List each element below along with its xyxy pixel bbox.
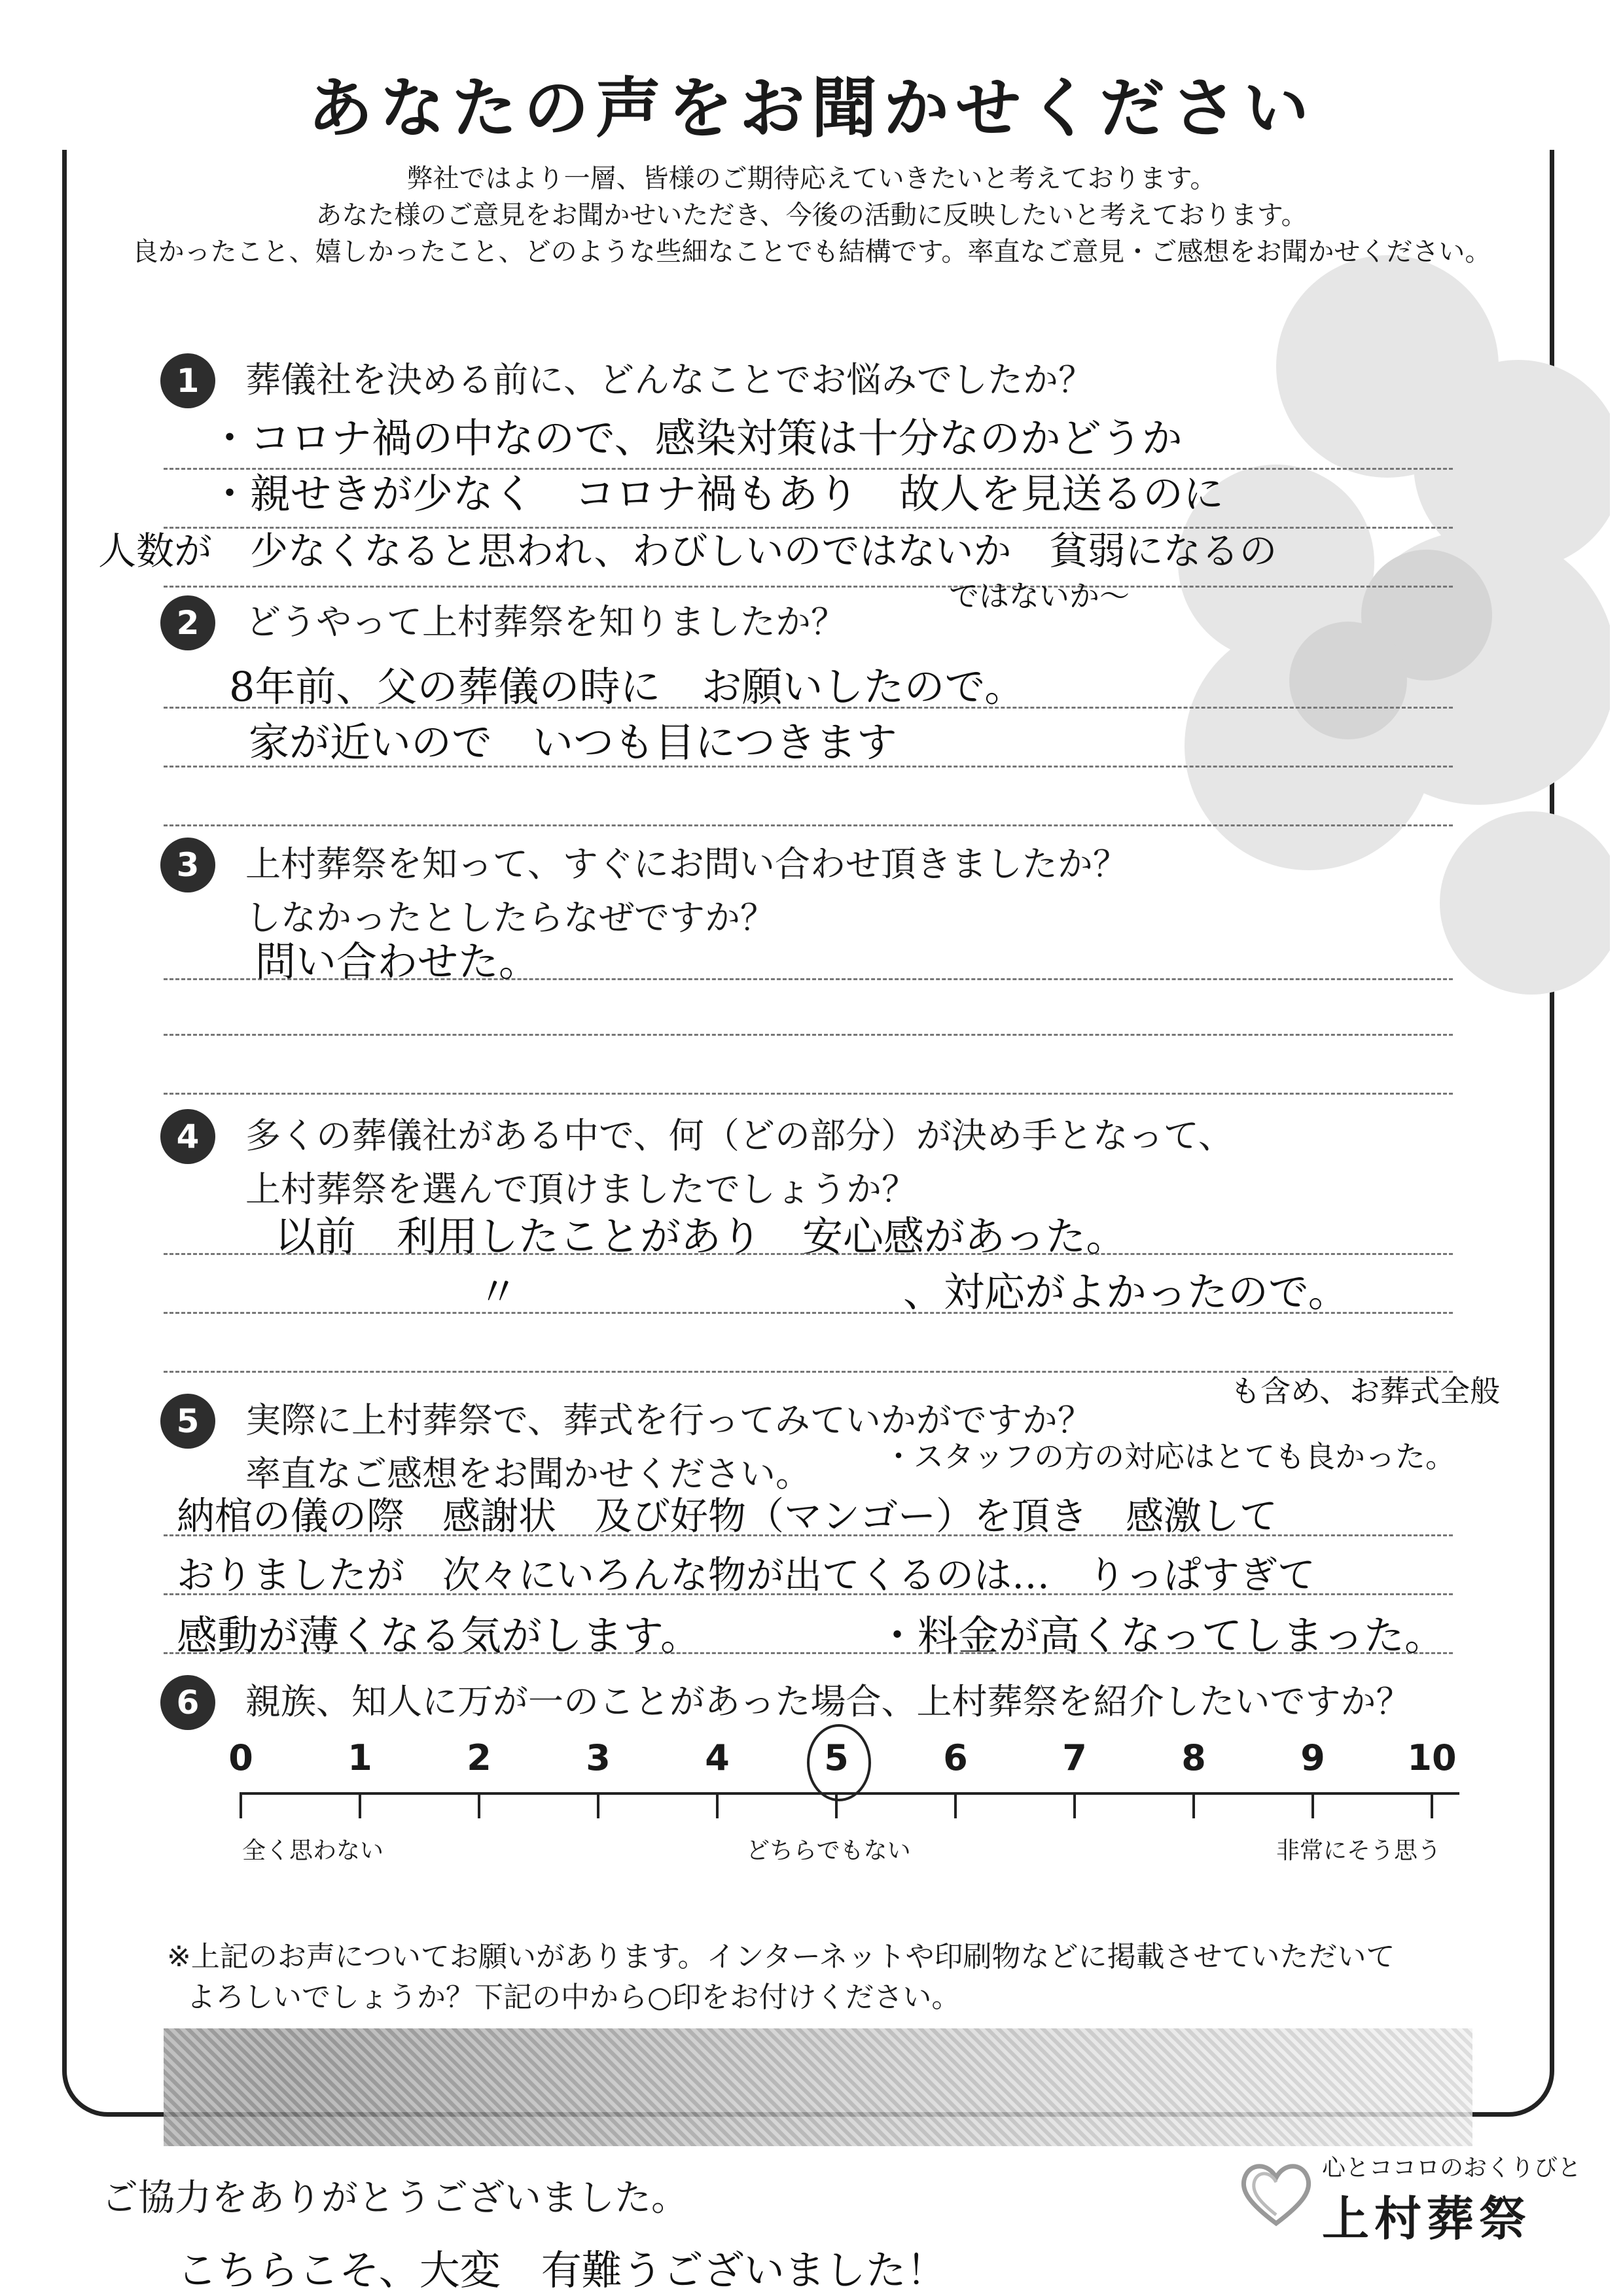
handwritten-answer: ・スタッフの方の対応はとても良かった。 (883, 1439, 1455, 1474)
scale-tick-2[interactable]: 2 (453, 1737, 505, 1778)
handwritten-answer: 以前 利用したことがあり 安心感があった。 (275, 1212, 1127, 1260)
selected-rating-circle (807, 1724, 871, 1801)
question-number: 5 (160, 1394, 215, 1449)
handwritten-answer: おりましたが 次々にいろんな物が出てくるのは… りっぱすぎて (177, 1553, 1316, 1597)
answer-line (164, 1093, 1453, 1095)
handwritten-answer: ・親せきが少なく コロナ禍もあり 故人を見送るのに (209, 470, 1224, 518)
scale-tick-10[interactable]: 10 (1406, 1737, 1458, 1778)
rating-scale (229, 1737, 1459, 1901)
handwritten-answer: 感動が薄くなる気がします。 (177, 1612, 702, 1659)
intro-line: あなた様のご意見をお聞かせいただき、今後の活動に反映したいと考えております。 (315, 200, 1308, 230)
logo-name: 上村葬祭 (1322, 2191, 1532, 2246)
question-text: 多くの葬儀社がある中で、何（どの部分）が決め手となって、 (245, 1115, 1234, 1156)
handwritten-answer: 人数が 少なくなると思われ、わびしいのではないか 貧弱になるの (98, 529, 1277, 573)
handwritten-answer: 納棺の儀の際 感謝状 及び好物（マンゴー）を頂き 感激して (177, 1494, 1278, 1538)
handwritten-answer: 家が近いので いつも目につきます (249, 718, 897, 766)
clover-decoration (1113, 249, 1610, 1067)
publication-note (167, 1937, 1395, 2018)
thanks-text: ご協力をありがとうございました。 (101, 2177, 688, 2219)
scale-label-low: 全く思わない (242, 1837, 384, 1864)
question-text: 上村葬祭を知って、すぐにお問い合わせ頂きましたか？ (245, 843, 1128, 885)
company-logo (1237, 2149, 1582, 2248)
scale-tick-8[interactable]: 8 (1168, 1737, 1220, 1778)
scale-tick-1[interactable]: 1 (334, 1737, 386, 1778)
answer-line (164, 586, 1453, 588)
note-line: ※上記のお声についてお願いがあります。インターネットや印刷物などに掲載させていただいて (167, 1940, 1395, 1973)
scale-label-high: 非常にそう思う (1276, 1837, 1442, 1864)
handwritten-reply: こちらこそ、大変 有難うございました！ (177, 2246, 947, 2294)
answer-line (164, 824, 1453, 826)
intro-line: 弊社ではより一層、皆様のご期待応えていきたいと考えております。 (406, 164, 1217, 194)
handwritten-answer: ・料金が高くなってしまった。 (877, 1612, 1446, 1659)
handwritten-answer: 、対応がよかったので。 (903, 1268, 1349, 1316)
handwritten-answer: 8年前、父の葬儀の時に お願いしたので。 (229, 663, 1026, 711)
question-number: 4 (160, 1109, 215, 1164)
scale-tick-7[interactable]: 7 (1048, 1737, 1101, 1778)
question-text: 率直なご感想をお聞かせください。 (245, 1453, 811, 1494)
question-text: 親族、知人に万が一のことがあった場合、上村葬祭を紹介したいですか？ (245, 1681, 1412, 1722)
logo-tagline: 心とココロのおくりびと (1322, 2155, 1582, 2181)
handwritten-answer: も含め、お葬式全般 (1230, 1373, 1501, 1409)
question-text: しなかったとしたらなぜですか？ (245, 897, 776, 938)
question-number: 1 (160, 353, 215, 408)
page-title: あなたの声をお聞かせください (0, 56, 1623, 150)
scale-tick-0[interactable]: 0 (215, 1737, 267, 1778)
handwritten-answer: ・コロナ禍の中なので、感染対策は十分なのかどうか (209, 414, 1183, 462)
question-number: 6 (160, 1675, 215, 1730)
scale-tick-4[interactable]: 4 (691, 1737, 743, 1778)
answer-line (164, 1034, 1453, 1036)
question-number: 3 (160, 838, 215, 892)
note-line: よろしいでしょうか？下記の中から○印をお付けください。 (187, 1981, 961, 2014)
scale-tick-6[interactable]: 6 (929, 1737, 982, 1778)
scale-tick-9[interactable]: 9 (1287, 1737, 1339, 1778)
question-text: どうやって上村葬祭を知りましたか？ (245, 601, 846, 643)
intro-line: 良かったこと、嬉しかったこと、どのような些細なことでも結構です。率直なご意見・ご感想をお聞かせください。 (132, 237, 1491, 267)
question-text: 上村葬祭を選んで頂けましたでしょうか？ (245, 1169, 917, 1210)
redacted-area-texture (164, 2028, 1472, 2146)
question-text: 実際に上村葬祭で、葬式を行ってみていかがですか？ (245, 1400, 1093, 1441)
question-text: 葬儀社を決める前に、どんなことでお悩みでしたか？ (245, 359, 1094, 400)
scale-tick-5[interactable]: 5 (810, 1737, 863, 1778)
handwritten-answer: ではないか～ (949, 578, 1130, 614)
intro-text (0, 160, 1623, 270)
handwritten-answer: 〃 (478, 1268, 519, 1316)
handwritten-answer: 問い合わせた。 (255, 938, 540, 985)
question-number: 2 (160, 595, 215, 650)
scale-tick-3[interactable]: 3 (572, 1737, 624, 1778)
heart-icon (1237, 2155, 1315, 2233)
scale-label-mid: どちらでもない (746, 1837, 911, 1864)
